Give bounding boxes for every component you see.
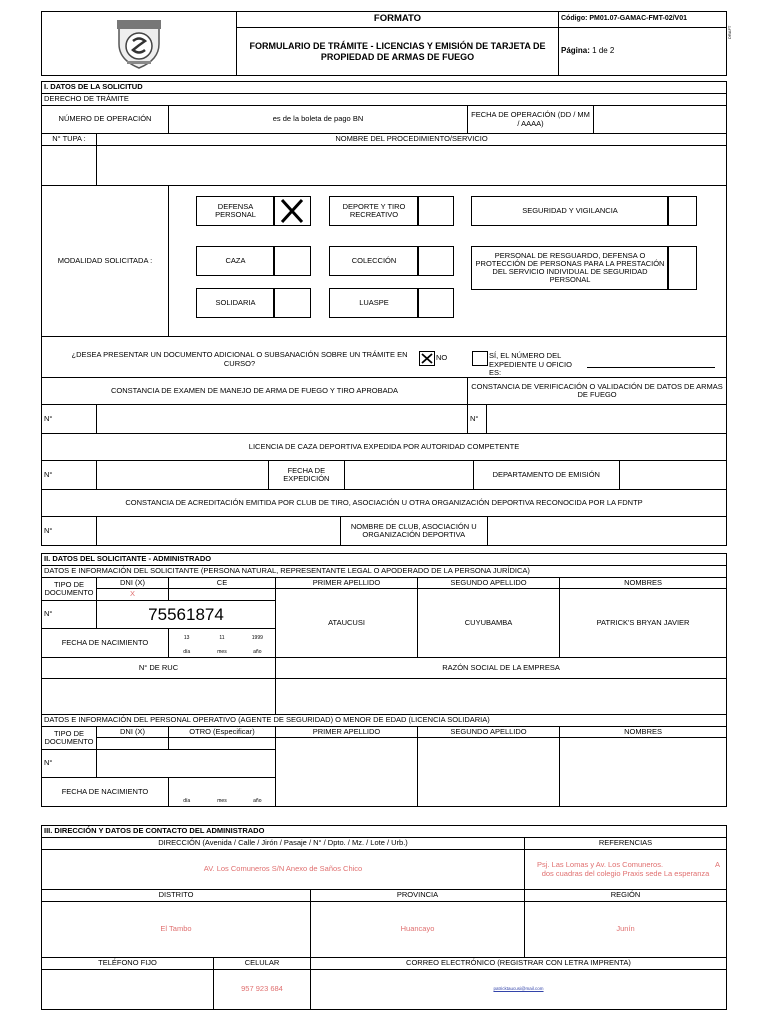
dia-value[interactable]: 13 xyxy=(183,634,190,641)
dni-label-2: DNI (X) xyxy=(97,727,169,738)
checkbox-seguridad-vigilancia[interactable] xyxy=(667,196,697,226)
boleta-note: es de la boleta de pago BN xyxy=(272,114,364,124)
n-label-examen: N° xyxy=(42,405,97,434)
modalidad-label: MODALIDAD SOLICITADA : xyxy=(42,186,169,337)
correo-label: CORREO ELECTRÓNICO (REGISTRAR CON LETRA IMPRENTA) xyxy=(311,958,727,970)
distrito-value[interactable]: El Tambo xyxy=(42,902,311,958)
constancia-club-label: CONSTANCIA DE ACREDITACIÓN EMITIDA POR CLUB DE TIRO, ASOCIACIÓN U OTRA ORGANIZACIÓN DEPORTIVA RECONOCIDA POR LA FDNTP xyxy=(42,490,727,517)
referencias-value[interactable] xyxy=(525,850,727,890)
derecho-tramite-label: DERECHO DE TRÁMITE xyxy=(42,94,727,106)
celular-label: CELULAR xyxy=(214,958,311,970)
razon-social-label: RAZÓN SOCIAL DE LA EMPRESA xyxy=(276,658,727,679)
dni-checkbox[interactable]: X xyxy=(97,589,169,601)
segundo-apellido-value[interactable]: CUYUBAMBA xyxy=(418,589,560,658)
page-label: Página: xyxy=(561,46,590,56)
procedimiento-label: NOMBRE DEL PROCEDIMIENTO/SERVICIO xyxy=(97,134,727,146)
nombres-label-2: NOMBRES xyxy=(560,727,727,738)
anio-label: año xyxy=(253,648,262,655)
checkbox-solidaria[interactable] xyxy=(273,288,311,318)
constancia-examen-field[interactable] xyxy=(97,405,468,434)
section-datos-solicitante xyxy=(41,553,727,807)
n-label-caza: N° xyxy=(42,461,97,490)
primer-apellido-field-2[interactable] xyxy=(276,738,418,807)
checkbox-defensa-personal[interactable] xyxy=(273,196,311,226)
constancia-club-field[interactable] xyxy=(97,517,341,546)
licencia-caza-field[interactable] xyxy=(97,461,269,490)
referencias-line1: Psj. Las Lomas y Av. Los Comuneros. A xyxy=(537,860,720,869)
fecha-expedicion-field[interactable] xyxy=(344,461,473,489)
dia-label: día xyxy=(183,648,191,655)
adicional-question: ¿DESEA PRESENTAR UN DOCUMENTO ADICIONAL O SUBSANACIÓN SOBRE UN TRÁMITE EN CURSO? xyxy=(71,350,408,368)
telefono-field[interactable] xyxy=(42,970,214,1010)
otro-label: OTRO (Especificar) xyxy=(169,727,276,738)
option-defensa-personal: DEFENSA PERSONAL xyxy=(196,196,275,226)
si-label: SÍ, EL NÚMERO DEL EXPEDIENTE U OFICIO ES: xyxy=(489,351,572,377)
sucamec-shield-icon xyxy=(113,14,165,70)
form-header xyxy=(41,11,727,76)
anio-value[interactable]: 1999 xyxy=(251,634,263,641)
otro-field[interactable] xyxy=(169,738,276,750)
departamento-field[interactable] xyxy=(619,461,726,489)
procedimiento-field[interactable] xyxy=(97,146,727,186)
ruc-field[interactable] xyxy=(42,679,276,715)
logo-cell xyxy=(42,12,237,76)
constancia-verif-field[interactable] xyxy=(487,405,727,433)
option-seguridad-vigilancia: SEGURIDAD Y VIGILANCIA xyxy=(471,196,669,226)
constancia-examen-label: CONSTANCIA DE EXAMEN DE MANEJO DE ARMA DE FUEGO Y TIRO APROBADA xyxy=(42,378,468,405)
option-solidaria: SOLIDARIA xyxy=(196,288,275,318)
tupa-field[interactable] xyxy=(42,146,97,186)
fecha-nac-label: FECHA DE NACIMIENTO xyxy=(42,629,169,658)
region-value[interactable]: Junín xyxy=(525,902,727,958)
option-deporte-tiro: DEPORTE Y TIRO RECREATIVO xyxy=(329,196,419,226)
referencias-line2: dos cuadras del colegio Praxis sede La esperanza xyxy=(541,868,710,878)
ce-label: CE xyxy=(169,578,276,589)
primer-apellido-value[interactable]: ATAUCUSI xyxy=(276,589,418,658)
razon-social-field[interactable] xyxy=(276,679,727,715)
num-operacion-label: NÚMERO DE OPERACIÓN xyxy=(42,106,169,134)
checkbox-no[interactable] xyxy=(419,351,435,366)
checkbox-coleccion[interactable] xyxy=(417,246,454,276)
nombre-club-field[interactable] xyxy=(487,517,726,545)
x-mark-icon xyxy=(420,352,434,365)
no-label: NO xyxy=(436,353,448,362)
direccion-value[interactable]: AV. Los Comuneros S/N Anexo de Saños Chico xyxy=(42,850,525,890)
modalidad-options xyxy=(169,186,727,337)
licencia-caza-label: LICENCIA DE CAZA DEPORTIVA EXPEDIDA POR AUTORIDAD COMPETENTE xyxy=(42,434,727,461)
dia-label-2: día xyxy=(183,798,191,804)
checkbox-si[interactable] xyxy=(472,351,488,366)
segundo-apellido-label: SEGUNDO APELLIDO xyxy=(418,578,560,589)
primer-apellido-label-2: PRIMER APELLIDO xyxy=(276,727,418,738)
tipo-doc-label-2: TIPO DE DOCUMENTO xyxy=(42,727,97,750)
tipo-doc-label: TIPO DE DOCUMENTO xyxy=(42,578,97,601)
n-label-verif: N° xyxy=(468,405,487,433)
ce-checkbox[interactable] xyxy=(169,589,276,601)
region-label: REGIÓN xyxy=(525,890,727,902)
section1-title: I. DATOS DE LA SOLICITUD xyxy=(42,82,727,94)
anio-label-2: año xyxy=(253,798,262,804)
dni-label: DNI (X) xyxy=(97,578,169,589)
n-doc-label: N° xyxy=(42,601,97,629)
doc-number-field-2[interactable] xyxy=(97,750,276,778)
checkbox-personal-resguardo[interactable] xyxy=(667,246,697,290)
primer-apellido-label: PRIMER APELLIDO xyxy=(276,578,418,589)
fecha-operacion-field[interactable] xyxy=(594,106,727,134)
telefono-label: TELÉFONO FIJO xyxy=(42,958,214,970)
mes-value[interactable]: 11 xyxy=(219,634,225,641)
x-mark-icon xyxy=(274,197,310,225)
dni-checkbox-2[interactable] xyxy=(97,738,169,750)
nombres-field-2[interactable] xyxy=(560,738,727,807)
nombres-value[interactable]: PATRICK'S BRYAN JAVIER xyxy=(560,589,727,658)
section-datos-solicitud xyxy=(41,81,727,546)
format-label: FORMATO xyxy=(237,12,559,28)
num-operacion-field[interactable] xyxy=(169,106,468,134)
provincia-label: PROVINCIA xyxy=(311,890,525,902)
form-title: FORMULARIO DE TRÁMITE - LICENCIAS Y EMISIÓN DE TARJETA DE PROPIEDAD DE ARMAS DE FUEGO xyxy=(237,28,559,76)
tupa-label: N° TUPA : xyxy=(42,134,97,146)
expediente-line[interactable] xyxy=(587,367,715,368)
nombre-club-label: NOMBRE DE CLUB, ASOCIACIÓN U ORGANIZACIÓN DEPORTIVA xyxy=(341,517,487,545)
n-doc-label-2: N° xyxy=(42,750,97,778)
section2-title: II. DATOS DEL SOLICITANTE - ADMINISTRADO xyxy=(42,554,727,566)
section-direccion-contacto xyxy=(41,825,727,1010)
checkbox-luaspe[interactable] xyxy=(417,288,454,318)
provincia-value[interactable]: Huancayo xyxy=(311,902,525,958)
segundo-apellido-field-2[interactable] xyxy=(418,738,560,807)
mes-label-2: mes xyxy=(217,798,227,804)
segundo-apellido-label-2: SEGUNDO APELLIDO xyxy=(418,727,560,738)
checkbox-deporte-tiro[interactable] xyxy=(417,196,454,226)
mes-label: mes xyxy=(217,648,227,655)
ruc-label: N° DE RUC xyxy=(42,658,276,679)
section3-title: III. DIRECCIÓN Y DATOS DE CONTACTO DEL ADMINISTRADO xyxy=(42,826,727,838)
page-value: 1 de 2 xyxy=(592,46,615,56)
direccion-label: DIRECCIÓN (Avenida / Calle / Jirón / Pasaje / N° / Dpto. / Mz. / Lote / Urb.) xyxy=(42,838,525,850)
doc-number-value[interactable]: 75561874 xyxy=(97,601,276,629)
side-note: DRAFT xyxy=(727,25,732,39)
option-luaspe: LUASPE xyxy=(329,288,419,318)
code-label: Código: PM01.07-GAMAC-FMT-02/V01 xyxy=(559,12,727,28)
option-personal-resguardo: PERSONAL DE RESGUARDO, DEFENSA O PROTECCIÓN DE PERSONAS PARA LA PRESTACIÓN DEL SERVICIO INDIVIDUAL DE SEGURIDAD PERSONAL xyxy=(471,246,669,290)
checkbox-caza[interactable] xyxy=(273,246,311,276)
referencias-label: REFERENCIAS xyxy=(525,838,727,850)
fecha-operacion-label: FECHA DE OPERACIÓN (DD / MM / AAAA) xyxy=(468,106,594,134)
celular-value[interactable]: 957 923 684 xyxy=(214,970,311,1010)
section2-subtitle2: DATOS E INFORMACIÓN DEL PERSONAL OPERATIVO (AGENTE DE SEGURIDAD) O MENOR DE EDAD (LICENCIA SOLIDARIA) xyxy=(42,715,727,727)
nombres-label: NOMBRES xyxy=(560,578,727,589)
n-label-club: N° xyxy=(42,517,97,546)
fecha-expedicion-label: FECHA DE EXPEDICIÓN xyxy=(269,461,344,489)
option-coleccion: COLECCIÓN xyxy=(329,246,419,276)
constancia-verif-label: CONSTANCIA DE VERIFICACIÓN O VALIDACIÓN DE DATOS DE ARMAS DE FUEGO xyxy=(468,378,727,405)
adicional-row xyxy=(42,337,727,378)
distrito-label: DISTRITO xyxy=(42,890,311,902)
option-caza: CAZA xyxy=(196,246,275,276)
departamento-label: DEPARTAMENTO DE EMISIÓN xyxy=(473,461,619,489)
section2-subtitle: DATOS E INFORMACIÓN DEL SOLICITANTE (PERSONA NATURAL, REPRESENTANTE LEGAL O APODERADO DE LA PERSONA JURÍDICA) xyxy=(42,566,727,578)
correo-value[interactable]: patricktaucusi@mail.com xyxy=(311,970,727,1010)
fecha-nac-label-2: FECHA DE NACIMIENTO xyxy=(42,778,169,807)
